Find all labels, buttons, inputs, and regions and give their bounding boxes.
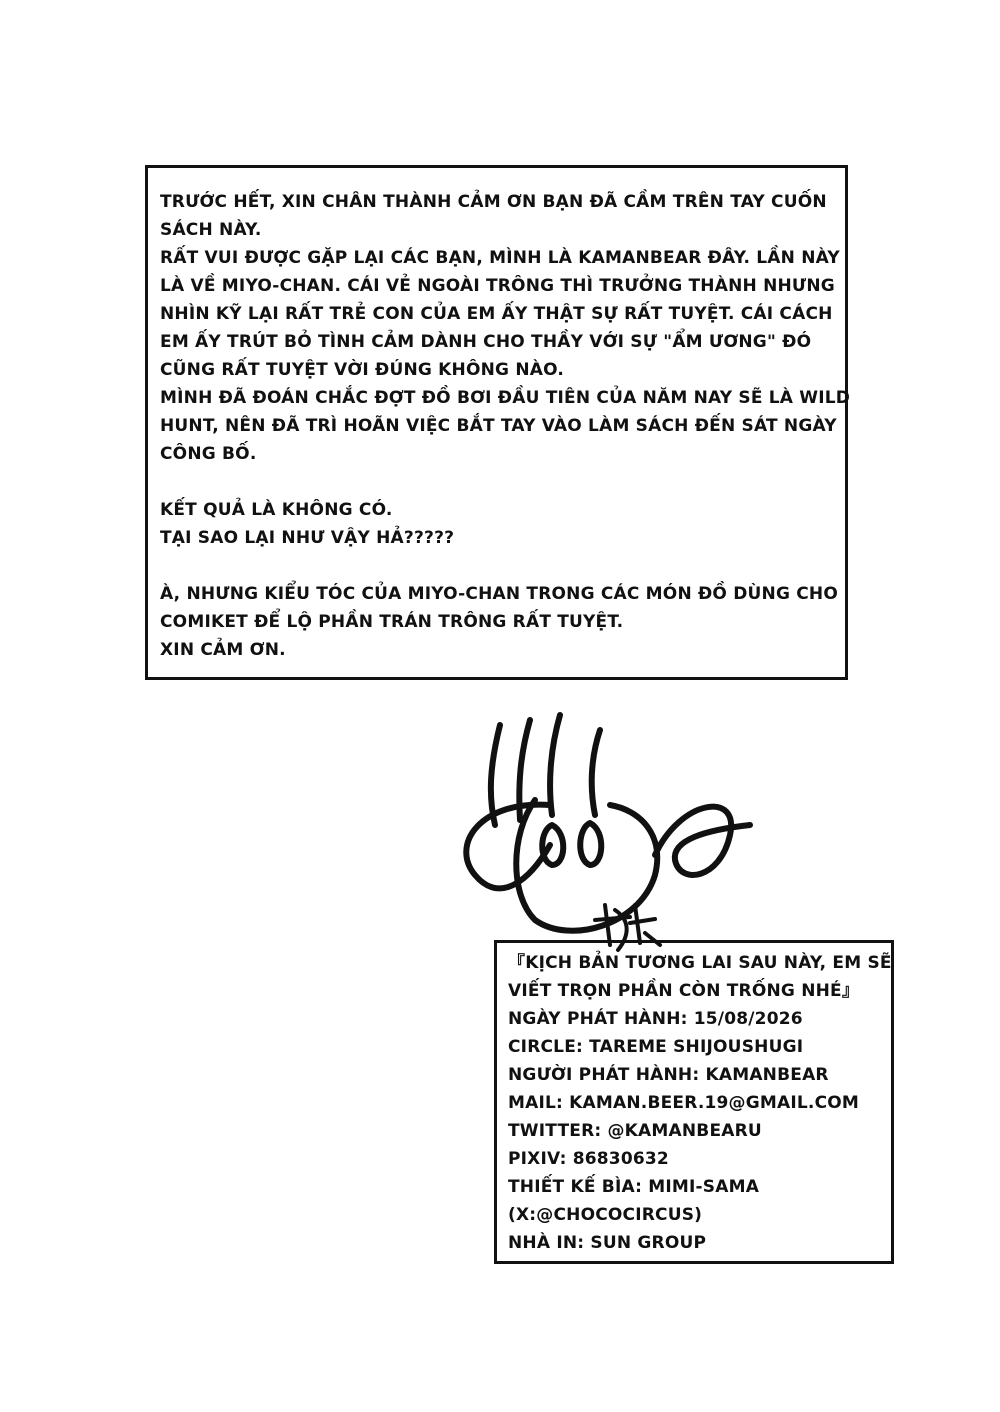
signature-stroke (655, 807, 750, 875)
afterword-line: KẾT QUẢ LÀ KHÔNG CÓ. (160, 500, 393, 520)
colophon-cover-design-handle: (X:@CHOCOCIRCUS) (508, 1205, 703, 1225)
signature-stroke (466, 805, 550, 889)
colophon-publisher: NGƯỜI PHÁT HÀNH: KAMANBEAR (508, 1065, 829, 1085)
afterword-line: COMIKET ĐỂ LỘ PHẦN TRÁN TRÔNG RẤT TUYỆT. (160, 612, 624, 632)
afterword-line: TẠI SAO LẠI NHƯ VẬY HẢ????? (160, 528, 455, 548)
afterword-blank-line (160, 552, 833, 580)
colophon-line: 『KỊCH BẢN TƯƠNG LAI SAU NÀY, EM SẼ (508, 953, 892, 973)
afterword-box (145, 165, 851, 680)
colophon-printer: NHÀ IN: SUN GROUP (508, 1233, 707, 1253)
colophon-line: VIẾT TRỌN PHẦN CÒN TRỐNG NHÉ』 (508, 981, 860, 1001)
afterword-line: CŨNG RẤT TUYỆT VỜI ĐÚNG KHÔNG NÀO. (160, 360, 565, 380)
afterword-line: LÀ VỀ MIYO-CHAN. CÁI VẺ NGOÀI TRÔNG THÌ TRƯỞNG THÀNH NHƯNG (160, 276, 835, 296)
colophon-box (494, 940, 894, 1264)
signature-stroke (550, 715, 560, 815)
author-signature (440, 705, 770, 965)
afterword-line: EM ẤY TRÚT BỎ TÌNH CẢM DÀNH CHO THẦY VỚI SỰ "ẨM ƯƠNG" ĐÓ (160, 332, 812, 352)
afterword-line: NHÌN KỸ LẠI RẤT TRẺ CON CỦA EM ẤY THẬT SỰ RẤT TUYỆT. CÁI CÁCH (160, 304, 833, 324)
colophon-mail: MAIL: KAMAN.BEER.19@GMAIL.COM (508, 1093, 860, 1113)
afterword-blank-line (160, 468, 833, 496)
colophon-release-date: NGÀY PHÁT HÀNH: 15/08/2026 (508, 1009, 803, 1029)
signature-stroke (592, 730, 600, 815)
colophon-pixiv: PIXIV: 86830632 (508, 1149, 669, 1169)
colophon-cover-design: THIẾT KẾ BÌA: MIMI-SAMA (508, 1177, 760, 1197)
colophon-twitter: TWITTER: @KAMANBEARU (508, 1121, 762, 1141)
afterword-line: MÌNH ĐÃ ĐOÁN CHẮC ĐỢT ĐỒ BƠI ĐẦU TIÊN CỦA NĂM NAY SẼ LÀ WILD (160, 388, 851, 408)
signature-stroke (630, 919, 655, 923)
afterword-line: HUNT, NÊN ĐÃ TRÌ HOÃN VIỆC BẮT TAY VÀO LÀM SÁCH ĐẾN SÁT NGÀY (160, 416, 837, 436)
signature-stroke (580, 823, 601, 865)
afterword-line: CÔNG BỐ. (160, 444, 257, 464)
afterword-line: TRƯỚC HẾT, XIN CHÂN THÀNH CẢM ƠN BẠN ĐÃ CẦM TRÊN TAY CUỐN (160, 192, 827, 212)
afterword-line: SÁCH NÀY. (160, 220, 262, 240)
afterword-line: RẤT VUI ĐƯỢC GẶP LẠI CÁC BẠN, MÌNH LÀ KAMANBEAR ĐÂY. LẦN NÀY (160, 248, 840, 268)
afterword-line: À, NHƯNG KIỂU TÓC CỦA MIYO-CHAN TRONG CÁC MÓN ĐỒ DÙNG CHO (160, 584, 838, 604)
afterword-line: XIN CẢM ƠN. (160, 640, 286, 660)
colophon-circle: CIRCLE: TAREME SHIJOUSHUGI (508, 1037, 804, 1057)
signature-stroke (605, 905, 610, 945)
